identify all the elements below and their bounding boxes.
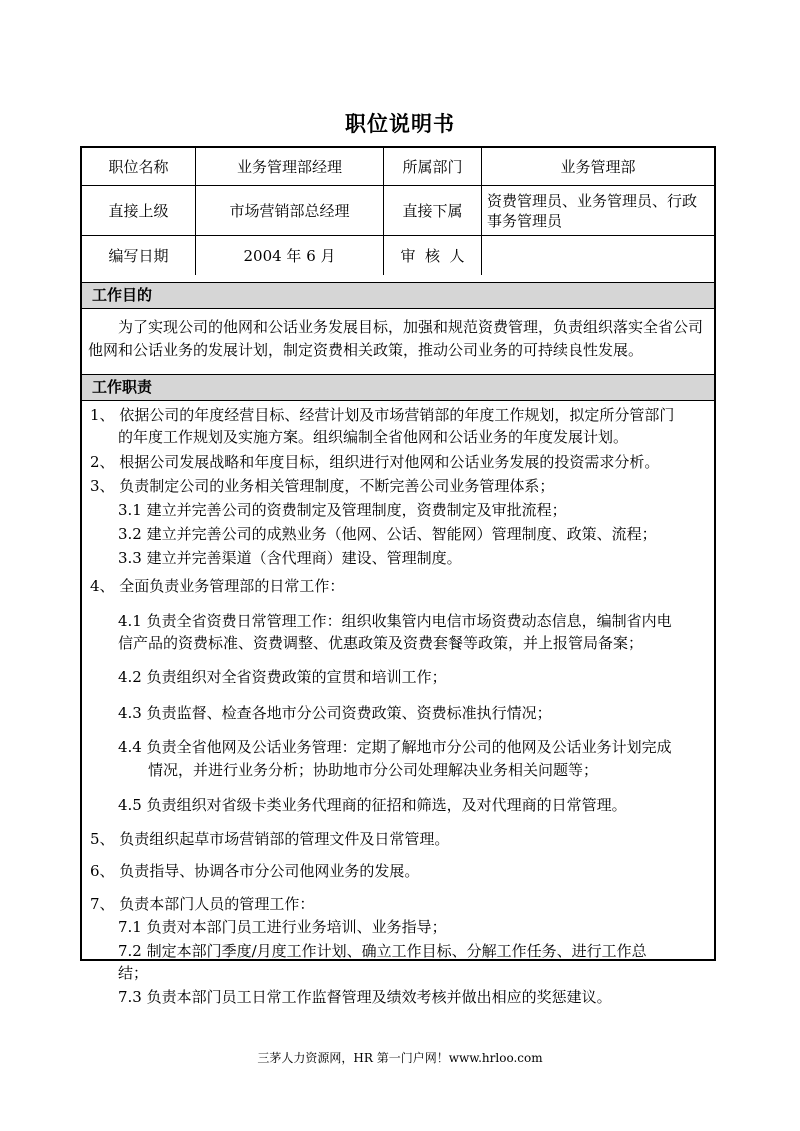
- duty-line: 4.5 负责组织对省级卡类业务代理商的征招和筛选，及对代理商的日常管理。: [118, 796, 627, 814]
- duty-line: 7.3 负责本部门员工日常工作监督管理及绩效考核并做出相应的奖惩建议。: [118, 988, 612, 1006]
- subordinate-value-line: 资费管理员、业务管理员、行政: [487, 191, 698, 210]
- subordinate-value-line: 事务管理员: [487, 211, 563, 230]
- duty-line: 1、 依据公司的年度经营目标、经营计划及市场营销部的年度工作规划，拟定所分管部门: [90, 406, 675, 424]
- page-title: 职位说明书: [345, 112, 455, 136]
- subordinate-value: [482, 186, 714, 236]
- purpose-heading: 工作目的: [82, 282, 714, 309]
- duty-line: 3.2 建立并完善公司的成熟业务（他网、公话、智能网）管理制度、政策、流程；: [118, 525, 657, 543]
- superior-label: 直接上级: [82, 186, 196, 236]
- department-value: 业务管理部: [482, 148, 714, 186]
- date-label: 编写日期: [82, 236, 196, 275]
- duty-line: 4.3 负责监督、检查各地市分公司资费政策、资费标准执行情况；: [118, 704, 552, 722]
- duty-line: 4.1 负责全省资费日常管理工作：组织收集管内电信市场资费动态信息，编制省内电: [118, 612, 672, 630]
- duty-line: 3.3 建立并完善渠道（含代理商）建设、管理制度。: [118, 549, 462, 567]
- reviewer-value: [482, 236, 714, 275]
- duty-line: 7.2 制定本部门季度/月度工作计划、确立工作目标、分解工作任务、进行工作总: [118, 942, 647, 960]
- duty-line: 7、 负责本部门人员的管理工作：: [90, 895, 315, 913]
- duty-line: 6、 负责指导、协调各市分公司他网业务的发展。: [90, 862, 420, 880]
- subordinate-label: 直接下属: [384, 186, 482, 236]
- duty-line: 3、 负责制定公司的业务相关管理制度，不断完善公司业务管理体系；: [90, 477, 555, 495]
- date-value: 2004 年 6 月: [196, 236, 384, 275]
- position-name-value: 业务管理部经理: [196, 148, 384, 186]
- footer-text: 三茅人力资源网，HR 第一门户网！www.hrloo.com: [257, 1051, 543, 1065]
- duty-line: 2、 根据公司发展战略和年度目标，组织进行对他网和公话业务发展的投资需求分析。: [90, 453, 660, 471]
- duty-line: 4.4 负责全省他网及公话业务管理：定期了解地市分公司的他网及公话业务计划完成: [118, 738, 672, 756]
- duty-line: 3.1 建立并完善公司的资费制定及管理制度，资费制定及审批流程；: [118, 501, 567, 519]
- reviewer-label: 审 核 人: [384, 236, 482, 275]
- job-description-table: [80, 146, 716, 1006]
- duty-line: 信产品的资费标准、资费调整、优惠政策及资费套餐等政策，并上报管局备案；: [118, 634, 644, 652]
- duty-line: 4、 全面负责业务管理部的日常工作：: [90, 577, 345, 595]
- duty-line: 7.1 负责对本部门员工进行业务培训、业务指导；: [118, 918, 447, 936]
- duty-line: 的年度工作规划及实施方案。组织编制全省他网和公话业务的年度发展计划。: [118, 428, 629, 446]
- duty-line: 4.2 负责组织对全省资费政策的宣贯和培训工作；: [118, 668, 447, 686]
- position-name-label: 职位名称: [82, 148, 196, 186]
- superior-value: 市场营销部总经理: [196, 186, 384, 236]
- duty-line: 5、 负责组织起草市场营销部的管理文件及日常管理。: [90, 830, 450, 848]
- department-label: 所属部门: [384, 148, 482, 186]
- duty-line: 情况，并进行业务分析；协助地市分公司处理解决业务相关问题等；: [148, 761, 599, 779]
- duty-line: 结；: [118, 964, 149, 982]
- duties-heading: 工作职责: [82, 374, 714, 401]
- purpose-text: 为了实现公司的他网和公话业务发展目标，加强和规范资费管理，负责组织落实全省公司他网和公话业务的发展计划，制定资费相关政策，推动公司业务的可持续良性发展。: [88, 318, 704, 359]
